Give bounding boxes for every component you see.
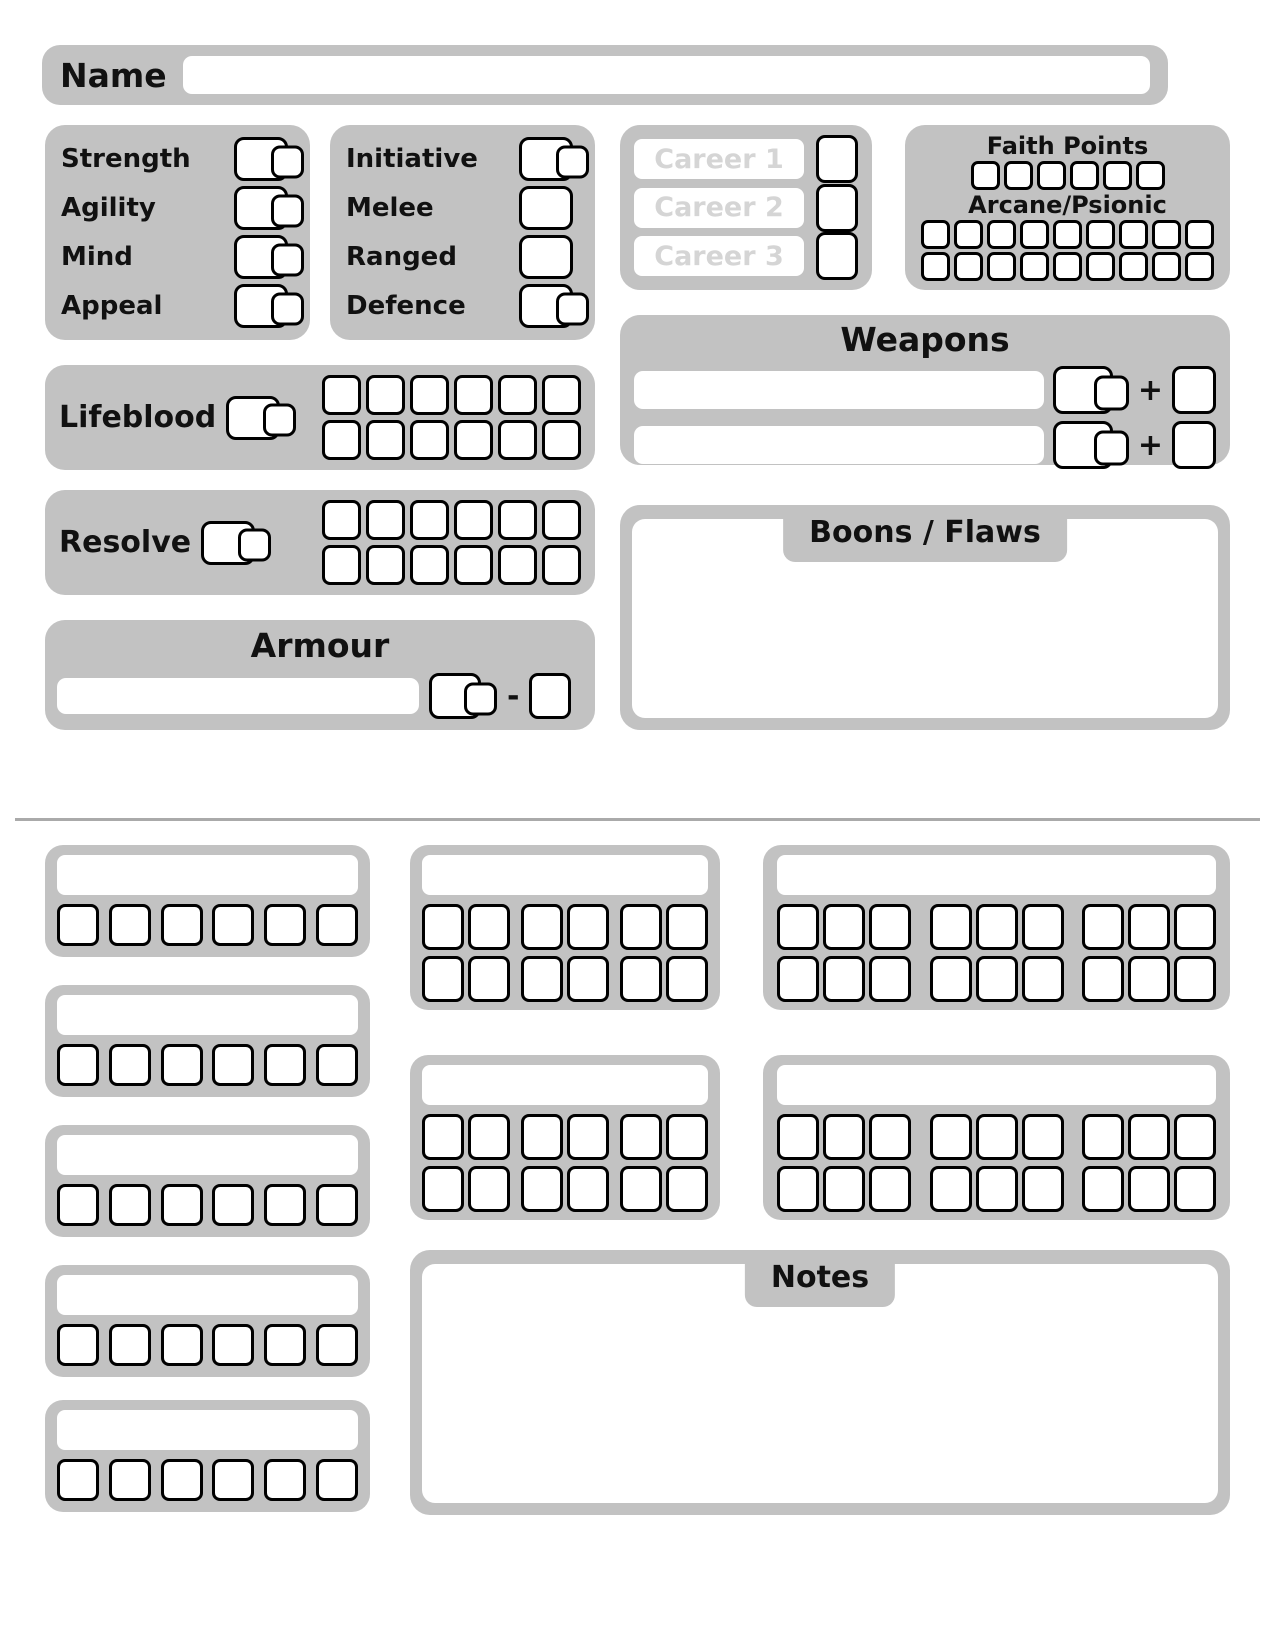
checkbox[interactable] <box>666 1114 708 1160</box>
checkbox[interactable] <box>930 904 972 950</box>
mind-stat-box <box>234 235 288 279</box>
checkbox[interactable] <box>161 1324 203 1366</box>
defence-modifier-box[interactable] <box>556 292 589 325</box>
resolve-stat-box <box>201 521 255 565</box>
appeal-label: Appeal <box>61 291 163 321</box>
skill-panel-middle-1 <box>410 845 720 1010</box>
agility-stat-box <box>234 186 288 230</box>
checkbox[interactable] <box>1174 956 1216 1002</box>
skill-boxes <box>57 904 358 946</box>
checkbox[interactable] <box>1174 1114 1216 1160</box>
armour-name-field[interactable] <box>57 678 419 714</box>
checkbox[interactable] <box>930 956 972 1002</box>
skill-panel-right-2 <box>763 1055 1230 1220</box>
career-2-rank-box[interactable] <box>816 184 858 232</box>
checkbox[interactable] <box>1020 252 1049 281</box>
armour-penalty-box[interactable] <box>529 673 571 719</box>
checkbox[interactable] <box>212 904 254 946</box>
career-1-rank-box[interactable] <box>816 135 858 183</box>
checkbox[interactable] <box>567 1114 609 1160</box>
checkbox[interactable] <box>468 1166 510 1212</box>
checkbox[interactable] <box>823 1114 865 1160</box>
box-group <box>777 956 911 1002</box>
name-panel <box>42 45 1168 105</box>
checkbox[interactable] <box>316 904 358 946</box>
career-1-field[interactable]: Career 1 <box>634 139 804 179</box>
resolve-label: Resolve <box>59 525 192 560</box>
skill-panel-left-2 <box>45 985 370 1097</box>
weapon-1-name-field[interactable] <box>634 371 1044 409</box>
attribute-row-agility <box>61 186 288 230</box>
checkbox[interactable] <box>1082 1166 1124 1212</box>
checkbox[interactable] <box>823 904 865 950</box>
checkbox[interactable] <box>666 904 708 950</box>
checkbox[interactable] <box>264 1324 306 1366</box>
career-3-rank-box[interactable] <box>816 232 858 280</box>
lifeblood-panel <box>45 365 595 470</box>
checkbox[interactable] <box>366 500 405 540</box>
strength-modifier-box[interactable] <box>271 145 304 178</box>
armour-panel <box>45 620 595 730</box>
faith-points-boxes <box>971 161 1165 190</box>
checkbox[interactable] <box>454 420 493 460</box>
checkbox[interactable] <box>1082 904 1124 950</box>
skill-box-row <box>777 1166 1216 1212</box>
agility-label: Agility <box>61 193 156 223</box>
resolve-track-row-2 <box>322 545 581 585</box>
arcane-boxes-row-1 <box>921 220 1214 249</box>
appeal-stat-box <box>234 284 288 328</box>
checkbox[interactable] <box>921 252 950 281</box>
checkbox[interactable] <box>954 220 983 249</box>
checkbox[interactable] <box>777 1166 819 1212</box>
skill-panel-middle-2 <box>410 1055 720 1220</box>
checkbox[interactable] <box>954 252 983 281</box>
checkbox[interactable] <box>521 1114 563 1160</box>
checkbox[interactable] <box>1136 161 1165 190</box>
weapons-panel <box>620 315 1230 465</box>
checkbox[interactable] <box>161 1459 203 1501</box>
box-group <box>521 956 609 1002</box>
boons-flaws-title: Boons / Flaws <box>783 507 1067 562</box>
checkbox[interactable] <box>264 1044 306 1086</box>
faith-arcane-panel <box>905 125 1230 290</box>
checkbox[interactable] <box>316 1184 358 1226</box>
weapon-1-attack-box <box>1053 366 1113 414</box>
resolve-panel <box>45 490 595 595</box>
initiative-modifier-box[interactable] <box>556 145 589 178</box>
checkbox[interactable] <box>976 1166 1018 1212</box>
armour-stat-box <box>429 673 481 719</box>
box-group <box>422 1114 510 1160</box>
checkbox[interactable] <box>161 904 203 946</box>
checkbox[interactable] <box>57 1459 99 1501</box>
checkbox[interactable] <box>567 904 609 950</box>
combat-row-defence <box>346 284 573 328</box>
ranged-value-box[interactable] <box>519 235 573 279</box>
checkbox[interactable] <box>410 500 449 540</box>
box-group <box>930 1114 1064 1160</box>
checkbox[interactable] <box>468 956 510 1002</box>
checkbox[interactable] <box>498 375 537 415</box>
mind-label: Mind <box>61 242 133 272</box>
agility-modifier-box[interactable] <box>271 194 304 227</box>
checkbox[interactable] <box>987 252 1016 281</box>
faith-points-title: Faith Points <box>986 132 1149 160</box>
checkbox[interactable] <box>109 1324 151 1366</box>
weapon-2-name-field[interactable] <box>634 426 1044 464</box>
skill-panel-right-1 <box>763 845 1230 1010</box>
checkbox[interactable] <box>1022 1114 1064 1160</box>
checkbox[interactable] <box>567 956 609 1002</box>
lifeblood-track <box>322 375 581 460</box>
checkbox[interactable] <box>620 956 662 1002</box>
checkbox[interactable] <box>322 500 361 540</box>
box-group <box>777 904 911 950</box>
checkbox[interactable] <box>620 1166 662 1212</box>
checkbox[interactable] <box>1022 956 1064 1002</box>
arcane-boxes-row-2 <box>921 252 1214 281</box>
checkbox[interactable] <box>976 904 1018 950</box>
skill-panel-left-5 <box>45 1400 370 1512</box>
checkbox[interactable] <box>264 904 306 946</box>
box-group <box>1082 956 1216 1002</box>
checkbox[interactable] <box>1086 252 1115 281</box>
checkbox[interactable] <box>1185 220 1214 249</box>
checkbox[interactable] <box>366 545 405 585</box>
melee-value-box[interactable] <box>519 186 573 230</box>
checkbox[interactable] <box>264 1184 306 1226</box>
checkbox[interactable] <box>930 1114 972 1160</box>
checkbox[interactable] <box>777 904 819 950</box>
checkbox[interactable] <box>109 1459 151 1501</box>
checkbox[interactable] <box>620 904 662 950</box>
defence-stat-box <box>519 284 573 328</box>
melee-label: Melee <box>346 193 434 223</box>
plus-sign: + <box>1137 427 1163 463</box>
skill-panel-left-3 <box>45 1125 370 1237</box>
checkbox[interactable] <box>1119 220 1148 249</box>
weapon-row-1 <box>634 366 1216 414</box>
skill-box-row <box>422 904 708 950</box>
checkbox[interactable] <box>1152 252 1181 281</box>
plus-sign: + <box>1137 372 1163 408</box>
mind-modifier-box[interactable] <box>271 243 304 276</box>
combat-panel <box>330 125 595 340</box>
box-group <box>422 956 510 1002</box>
attribute-row-mind <box>61 235 288 279</box>
notes-panel <box>410 1250 1230 1515</box>
checkbox[interactable] <box>1022 904 1064 950</box>
checkbox[interactable] <box>109 1184 151 1226</box>
skill-box-row <box>422 1166 708 1212</box>
checkbox[interactable] <box>422 1166 464 1212</box>
weapon-1-damage-box[interactable] <box>1172 366 1216 414</box>
combat-row-melee <box>346 186 573 230</box>
checkbox[interactable] <box>1020 220 1049 249</box>
checkbox[interactable] <box>212 1184 254 1226</box>
checkbox[interactable] <box>422 1114 464 1160</box>
checkbox[interactable] <box>542 545 581 585</box>
checkbox[interactable] <box>1053 252 1082 281</box>
lifeblood-stat-box <box>226 396 280 440</box>
appeal-modifier-box[interactable] <box>271 292 304 325</box>
lifeblood-label: Lifeblood <box>59 400 217 435</box>
armour-title: Armour <box>250 626 390 665</box>
checkbox[interactable] <box>921 220 950 249</box>
checkbox[interactable] <box>316 1044 358 1086</box>
checkbox[interactable] <box>869 1166 911 1212</box>
skill-panel-left-4 <box>45 1265 370 1377</box>
checkbox[interactable] <box>161 1044 203 1086</box>
skill-boxes <box>57 1324 358 1366</box>
checkbox[interactable] <box>1119 252 1148 281</box>
box-group <box>777 1166 911 1212</box>
melee-stat-box <box>519 186 573 230</box>
skill-box-row <box>777 956 1216 1002</box>
checkbox[interactable] <box>1053 220 1082 249</box>
combat-row-ranged <box>346 235 573 279</box>
skill-panel-left-1 <box>45 845 370 957</box>
checkbox[interactable] <box>1152 220 1181 249</box>
checkbox[interactable] <box>1128 1114 1170 1160</box>
checkbox[interactable] <box>109 904 151 946</box>
checkbox[interactable] <box>410 375 449 415</box>
checkbox[interactable] <box>264 1459 306 1501</box>
box-group <box>1082 1166 1216 1212</box>
checkbox[interactable] <box>1086 220 1115 249</box>
resolve-modifier-box[interactable] <box>238 529 271 562</box>
attribute-row-appeal <box>61 284 288 328</box>
skill-name-field[interactable] <box>57 1410 358 1450</box>
weapon-2-attack-box <box>1053 421 1113 469</box>
checkbox[interactable] <box>57 1324 99 1366</box>
checkbox[interactable] <box>1174 1166 1216 1212</box>
checkbox[interactable] <box>498 545 537 585</box>
checkbox[interactable] <box>542 375 581 415</box>
checkbox[interactable] <box>1082 956 1124 1002</box>
career-row-1 <box>634 137 858 181</box>
name-label: Name <box>60 55 167 95</box>
skill-box-row <box>422 956 708 1002</box>
checkbox[interactable] <box>410 420 449 460</box>
checkbox[interactable] <box>366 420 405 460</box>
checkbox[interactable] <box>57 1184 99 1226</box>
box-group <box>1082 1114 1216 1160</box>
box-group <box>521 1114 609 1160</box>
checkbox[interactable] <box>1004 161 1033 190</box>
careers-panel <box>620 125 872 290</box>
box-group <box>930 904 1064 950</box>
career-row-2 <box>634 186 858 230</box>
ranged-label: Ranged <box>346 242 457 272</box>
box-group <box>620 1114 708 1160</box>
skill-name-field[interactable] <box>57 855 358 895</box>
checkbox[interactable] <box>212 1459 254 1501</box>
armour-row <box>57 671 583 721</box>
skill-boxes <box>57 1184 358 1226</box>
checkbox[interactable] <box>542 500 581 540</box>
box-group <box>620 956 708 1002</box>
checkbox[interactable] <box>666 1166 708 1212</box>
skill-boxes <box>57 1044 358 1086</box>
career-3-field[interactable]: Career 3 <box>634 236 804 276</box>
checkbox[interactable] <box>971 161 1000 190</box>
checkbox[interactable] <box>1070 161 1099 190</box>
skill-name-field[interactable] <box>57 1135 358 1175</box>
weapons-title: Weapons <box>840 320 1010 359</box>
checkbox[interactable] <box>1174 904 1216 950</box>
checkbox[interactable] <box>161 1184 203 1226</box>
checkbox[interactable] <box>498 420 537 460</box>
checkbox[interactable] <box>777 956 819 1002</box>
combat-row-initiative <box>346 137 573 181</box>
checkbox[interactable] <box>987 220 1016 249</box>
section-divider <box>15 818 1260 821</box>
checkbox[interactable] <box>1103 161 1132 190</box>
skill-boxes <box>57 1459 358 1501</box>
box-group <box>930 956 1064 1002</box>
boons-flaws-panel <box>620 505 1230 730</box>
checkbox[interactable] <box>869 956 911 1002</box>
skill-box-row <box>777 904 1216 950</box>
checkbox[interactable] <box>468 1114 510 1160</box>
checkbox[interactable] <box>1022 1166 1064 1212</box>
career-2-field[interactable]: Career 2 <box>634 188 804 228</box>
box-group <box>422 1166 510 1212</box>
checkbox[interactable] <box>521 904 563 950</box>
checkbox[interactable] <box>976 1114 1018 1160</box>
skill-box-row <box>777 1114 1216 1160</box>
checkbox[interactable] <box>976 956 1018 1002</box>
resolve-track-row-1 <box>322 500 581 540</box>
checkbox[interactable] <box>1128 956 1170 1002</box>
checkbox[interactable] <box>666 956 708 1002</box>
skill-name-field[interactable] <box>422 1065 708 1105</box>
checkbox[interactable] <box>366 375 405 415</box>
notes-title: Notes <box>745 1252 895 1307</box>
skill-name-field[interactable] <box>57 995 358 1035</box>
box-group <box>422 904 510 950</box>
checkbox[interactable] <box>454 545 493 585</box>
box-group <box>521 1166 609 1212</box>
box-group <box>1082 904 1216 950</box>
box-group <box>521 904 609 950</box>
initiative-label: Initiative <box>346 144 478 174</box>
checkbox[interactable] <box>930 1166 972 1212</box>
strength-stat-box <box>234 137 288 181</box>
weapon-2-damage-box[interactable] <box>1172 421 1216 469</box>
checkbox[interactable] <box>620 1114 662 1160</box>
checkbox[interactable] <box>869 1114 911 1160</box>
checkbox[interactable] <box>109 1044 151 1086</box>
checkbox[interactable] <box>322 420 361 460</box>
checkbox[interactable] <box>1037 161 1066 190</box>
armour-modifier-box[interactable] <box>464 682 497 715</box>
checkbox[interactable] <box>316 1459 358 1501</box>
weapon-1-modifier-box[interactable] <box>1094 375 1129 410</box>
minus-sign: - <box>507 678 520 714</box>
checkbox[interactable] <box>322 545 361 585</box>
weapon-row-2 <box>634 421 1216 469</box>
checkbox[interactable] <box>454 375 493 415</box>
checkbox[interactable] <box>823 956 865 1002</box>
lifeblood-track-row-2 <box>322 420 581 460</box>
checkbox[interactable] <box>498 500 537 540</box>
checkbox[interactable] <box>316 1324 358 1366</box>
checkbox[interactable] <box>521 1166 563 1212</box>
checkbox[interactable] <box>322 375 361 415</box>
checkbox[interactable] <box>777 1114 819 1160</box>
checkbox[interactable] <box>468 904 510 950</box>
box-group <box>777 1114 911 1160</box>
skill-name-field[interactable] <box>777 1065 1216 1105</box>
skill-name-field[interactable] <box>777 855 1216 895</box>
attributes-panel <box>45 125 310 340</box>
checkbox[interactable] <box>410 545 449 585</box>
lifeblood-track-row-1 <box>322 375 581 415</box>
skill-name-field[interactable] <box>422 855 708 895</box>
checkbox[interactable] <box>212 1324 254 1366</box>
defence-label: Defence <box>346 291 466 321</box>
checkbox[interactable] <box>869 904 911 950</box>
arcane-psionic-title: Arcane/Psionic <box>968 191 1167 219</box>
checkbox[interactable] <box>567 1166 609 1212</box>
strength-label: Strength <box>61 144 191 174</box>
ranged-stat-box <box>519 235 573 279</box>
career-row-3 <box>634 234 858 278</box>
checkbox[interactable] <box>521 956 563 1002</box>
checkbox[interactable] <box>1082 1114 1124 1160</box>
box-group <box>620 904 708 950</box>
weapon-2-modifier-box[interactable] <box>1094 430 1129 465</box>
checkbox[interactable] <box>57 1044 99 1086</box>
attribute-row-strength <box>61 137 288 181</box>
checkbox[interactable] <box>422 904 464 950</box>
checkbox[interactable] <box>1128 904 1170 950</box>
initiative-stat-box <box>519 137 573 181</box>
box-group <box>620 1166 708 1212</box>
checkbox[interactable] <box>823 1166 865 1212</box>
resolve-track <box>322 500 581 585</box>
checkbox[interactable] <box>454 500 493 540</box>
checkbox[interactable] <box>422 956 464 1002</box>
checkbox[interactable] <box>212 1044 254 1086</box>
skill-box-row <box>422 1114 708 1160</box>
skill-name-field[interactable] <box>57 1275 358 1315</box>
checkbox[interactable] <box>542 420 581 460</box>
checkbox[interactable] <box>1128 1166 1170 1212</box>
box-group <box>930 1166 1064 1212</box>
checkbox[interactable] <box>1185 252 1214 281</box>
checkbox[interactable] <box>57 904 99 946</box>
lifeblood-modifier-box[interactable] <box>263 404 296 437</box>
name-input[interactable] <box>183 56 1150 94</box>
